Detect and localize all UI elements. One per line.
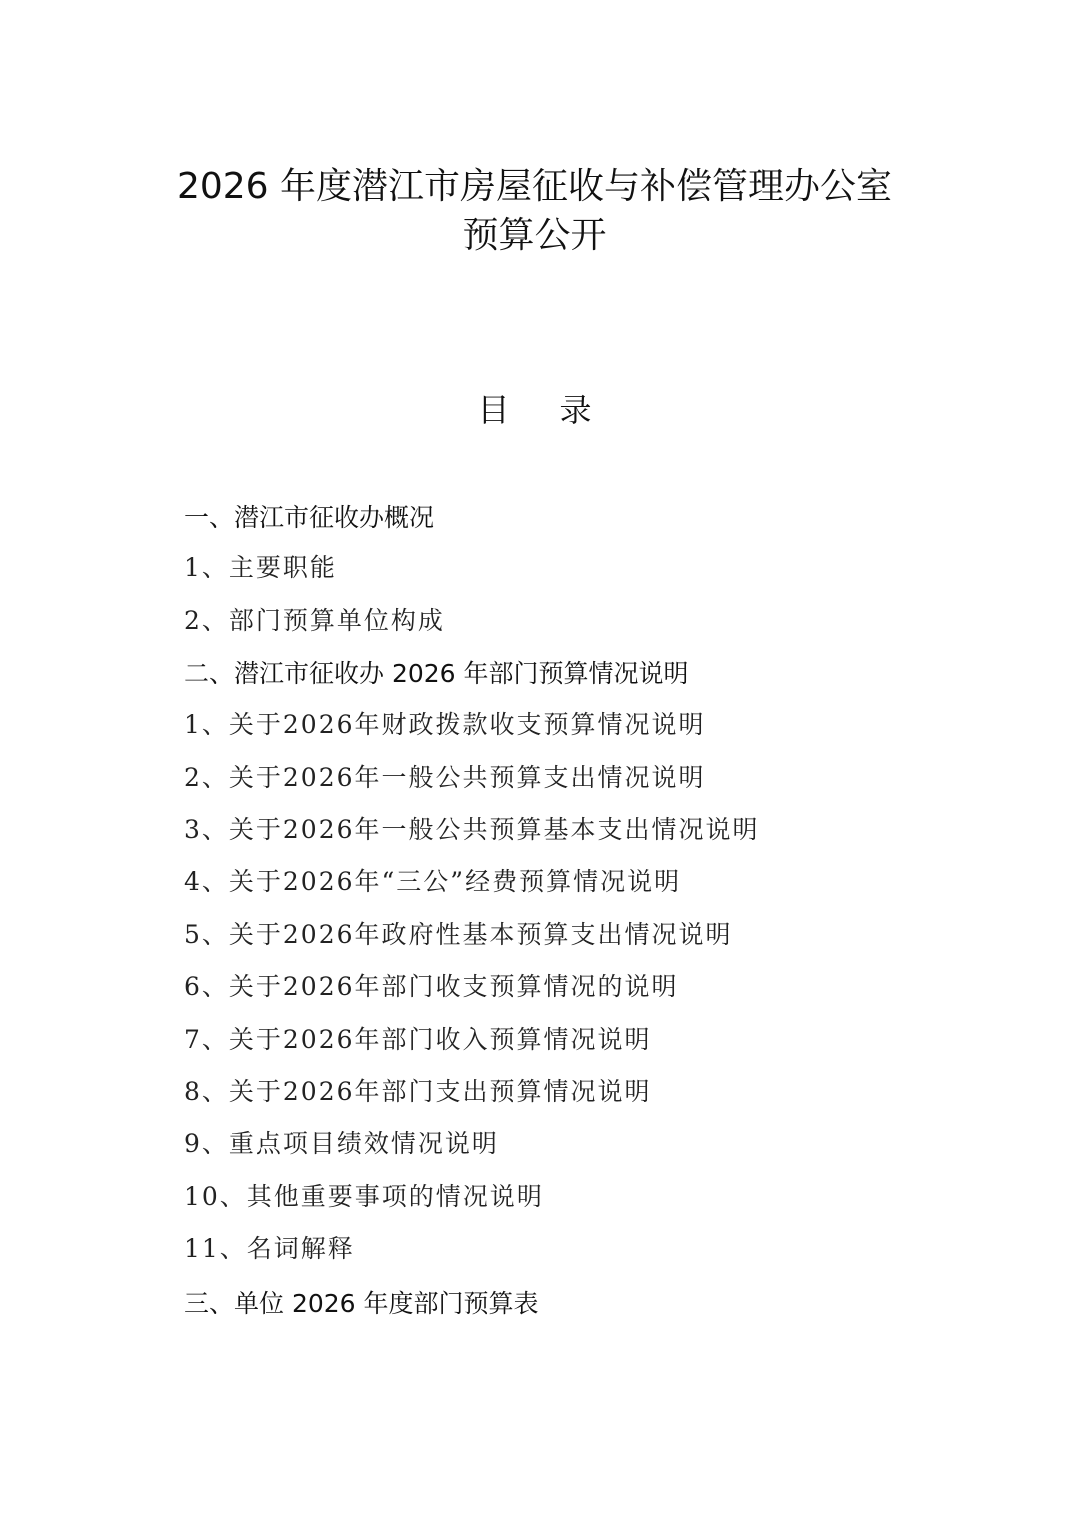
toc-item-glossary: 11、名词解释: [184, 1234, 355, 1263]
toc-section-budget-tables: 三、单位 2026 年度部门预算表: [184, 1289, 539, 1318]
toc-item-department-revenue-expenditure: 6、关于2026年部门收支预算情况的说明: [184, 972, 679, 1001]
toc-section-budget-explanation: 二、潜江市征收办 2026 年部门预算情况说明: [184, 659, 689, 688]
document-title-line1: 2026 年度潜江市房屋征收与补偿管理办公室: [176, 166, 893, 207]
toc-item-fiscal-appropriation: 1、关于2026年财政拨款收支预算情况说明: [184, 710, 706, 739]
toc-item-department-revenue: 7、关于2026年部门收入预算情况说明: [184, 1025, 652, 1054]
toc-item-key-project-performance: 9、重点项目绩效情况说明: [184, 1129, 499, 1158]
toc-item-main-functions: 1、主要职能: [184, 553, 337, 582]
toc-item-general-public-basic-expenditure: 3、关于2026年一般公共预算基本支出情况说明: [184, 815, 760, 844]
toc-item-budget-units: 2、部门预算单位构成: [184, 606, 445, 635]
toc-item-other-important-matters: 10、其他重要事项的情况说明: [184, 1182, 544, 1211]
document-title-line2: 预算公开: [462, 215, 607, 256]
toc-heading: 目录: [477, 391, 642, 429]
toc-section-overview: 一、潜江市征收办概况: [184, 503, 435, 532]
toc-item-government-fund-expenditure: 5、关于2026年政府性基本预算支出情况说明: [184, 920, 733, 949]
toc-item-department-expenditure: 8、关于2026年部门支出预算情况说明: [184, 1077, 652, 1106]
toc-item-three-public-expenses: 4、关于2026年“三公”经费预算情况说明: [184, 867, 682, 896]
toc-item-general-public-expenditure: 2、关于2026年一般公共预算支出情况说明: [184, 763, 706, 792]
